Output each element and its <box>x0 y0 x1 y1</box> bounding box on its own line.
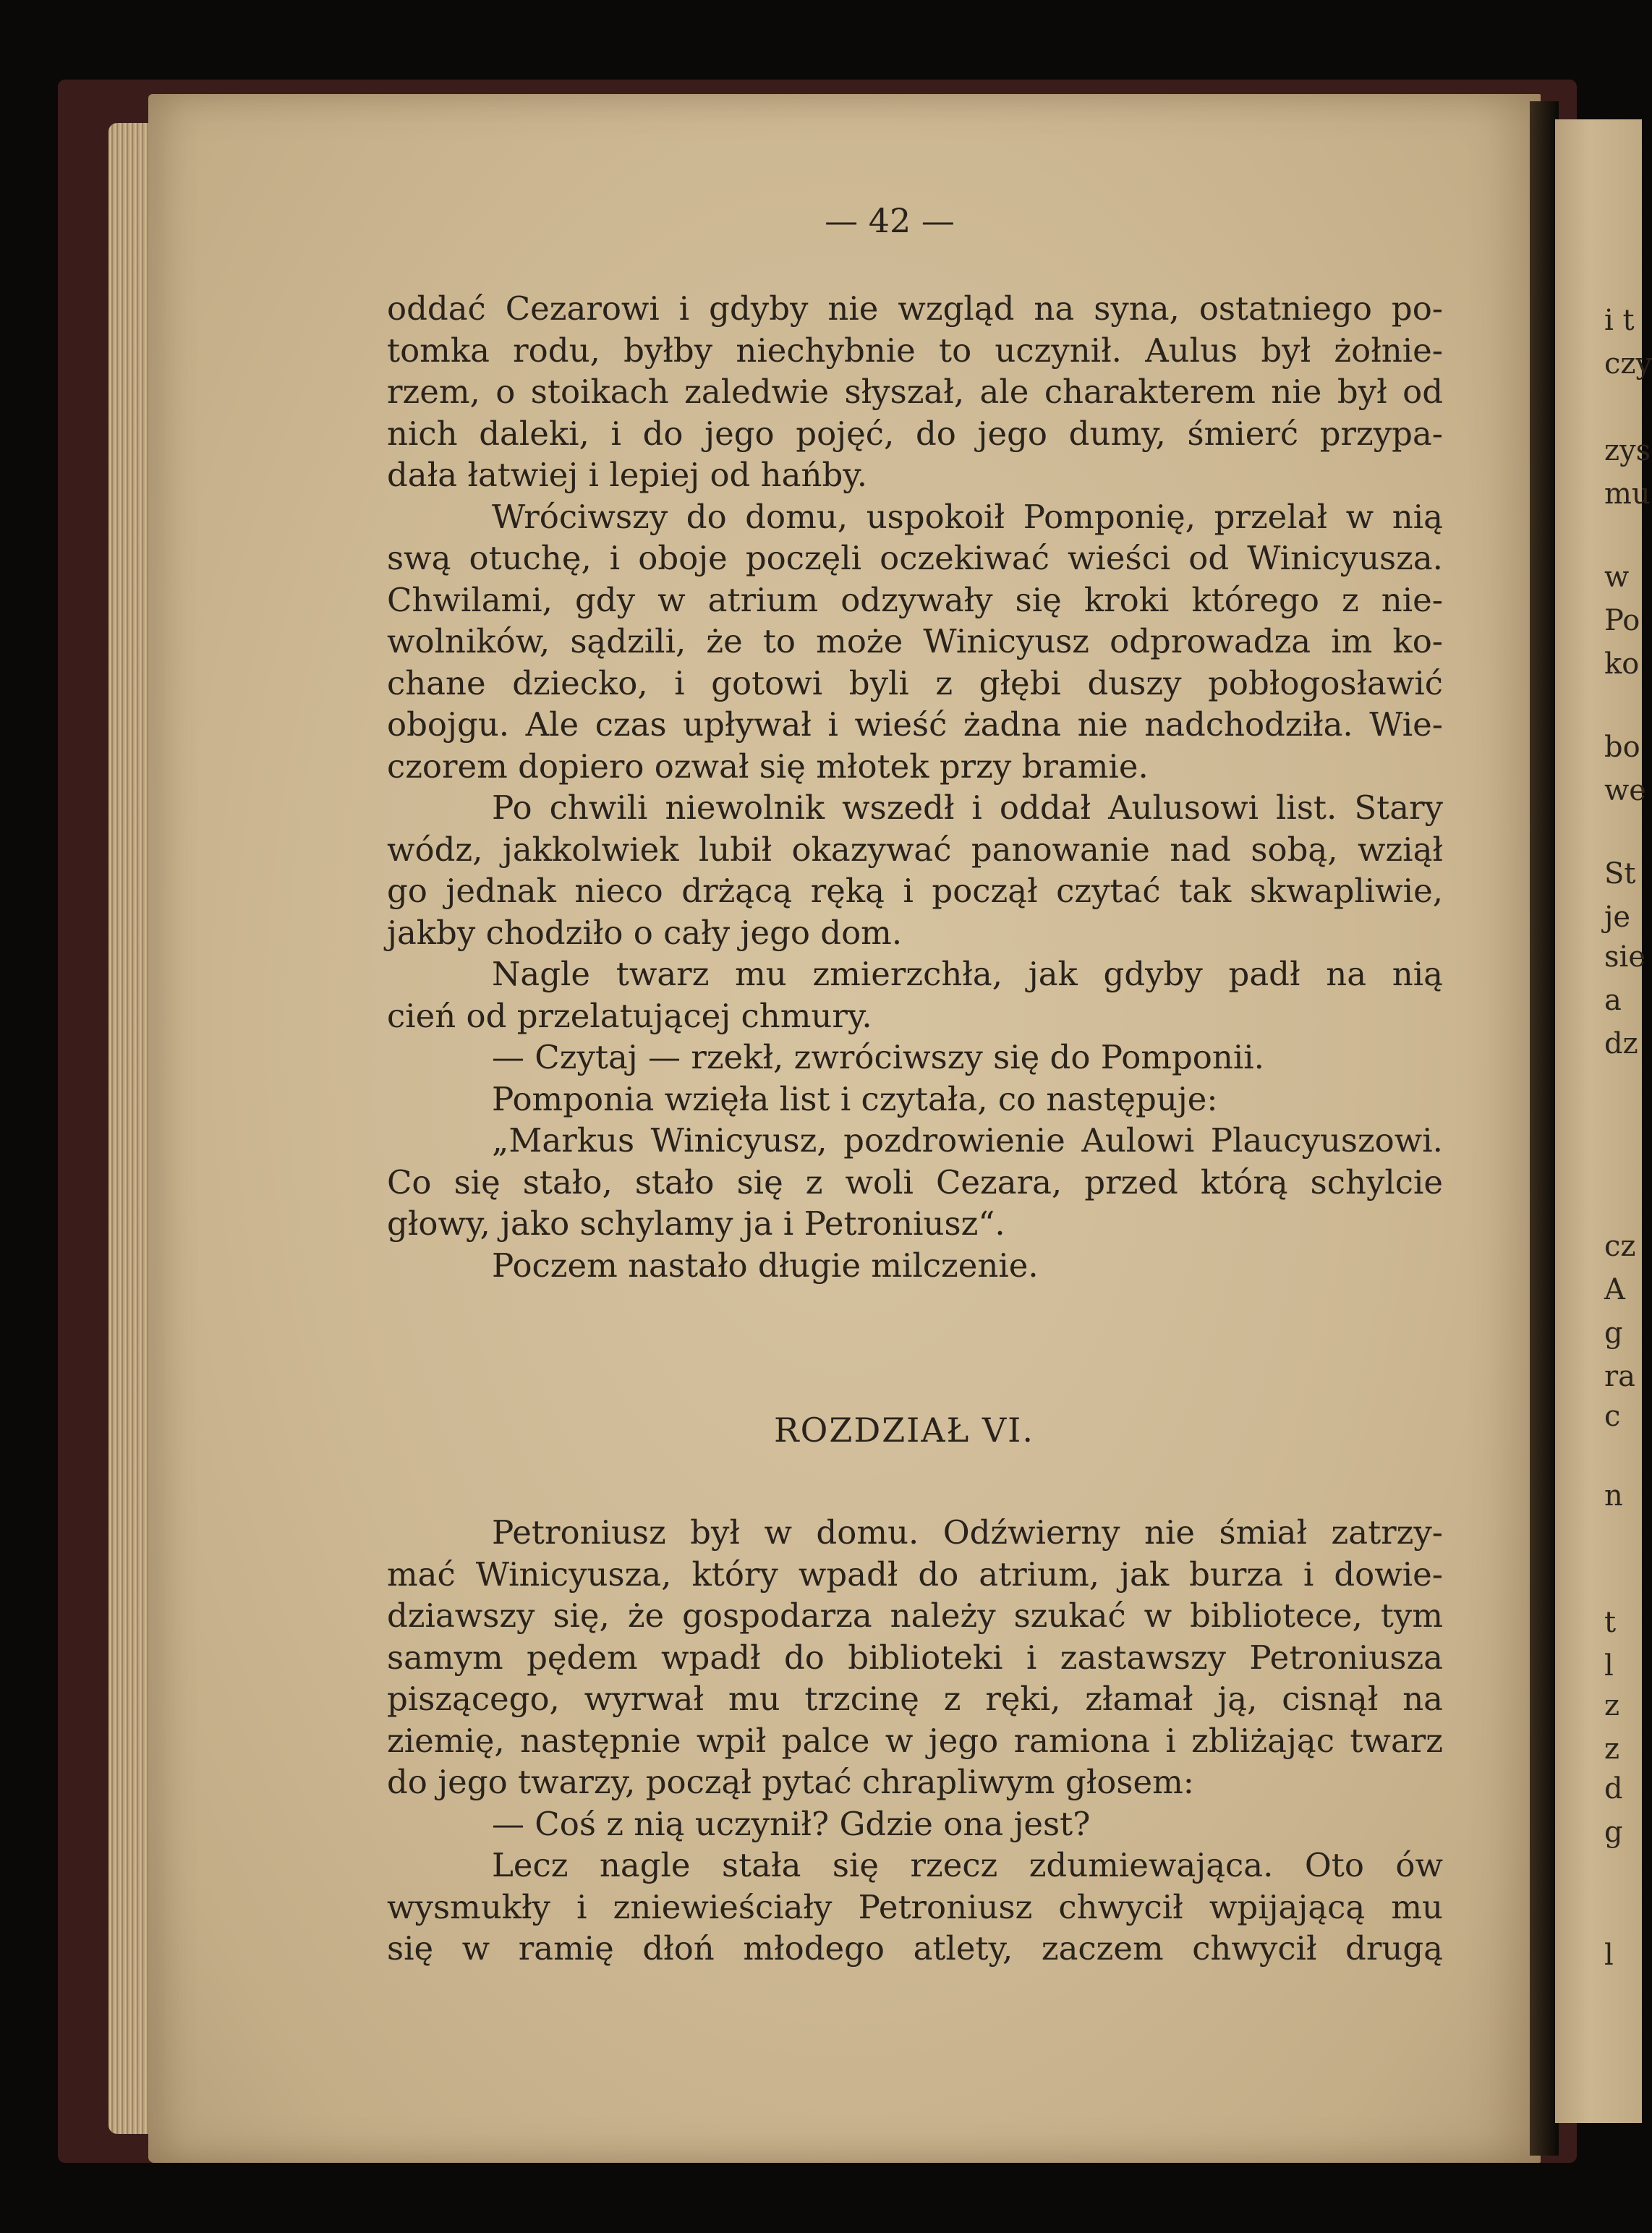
text-line: oddać Cezarowi i gdyby nie wzgląd na syna, ostatniego po- <box>387 289 1443 328</box>
next-page-fragment: z <box>1604 1732 1620 1766</box>
text-line: swą otuchę, i oboje poczęli oczekiwać wieści od Winicyusza. <box>387 539 1443 577</box>
next-page-fragment: St <box>1604 857 1636 890</box>
next-page-fragment: je <box>1604 901 1631 934</box>
text-line: wysmukły i zniewieściały Petroniusz chwycił wpijającą mu <box>387 1887 1443 1926</box>
next-page-fragment: c <box>1604 1400 1621 1433</box>
text-line: Nagle twarz mu zmierzchła, jak gdyby padł na nią <box>492 955 1443 993</box>
text-line: Lecz nagle stała się rzecz zdumiewająca. Oto ów <box>492 1846 1443 1884</box>
text-line: dała łatwiej i lepiej od hańby. <box>387 456 868 494</box>
text-line: chane dziecko, i gotowi byli z głębi duszy pobłogosławić <box>387 663 1443 702</box>
section-two-text <box>387 1512 1443 1970</box>
next-page-fragment: ko <box>1604 647 1640 681</box>
text-line: samym pędem wpadł do biblioteki i zastawszy Petroniusza <box>387 1638 1443 1677</box>
text-line: jakby chodziło o cały jego dom. <box>387 913 903 952</box>
text-line: piszącego, wyrwał mu trzcinę z ręki, złamał ją, cisnął na <box>387 1680 1443 1718</box>
next-page-fragment: mu <box>1604 477 1651 511</box>
next-page-fragment: g <box>1604 1317 1623 1350</box>
text-line: — Czytaj — rzekł, zwróciwszy się do Pomponii. <box>492 1038 1264 1076</box>
next-page-fragment: i t <box>1604 304 1635 337</box>
text-line: „Markus Winicyusz, pozdrowienie Aulowi Plaucyuszowi. <box>492 1121 1443 1160</box>
text-line: Poczem nastało długie milczenie. <box>492 1246 1039 1285</box>
next-page-fragment: Po <box>1604 604 1640 637</box>
text-line: mać Winicyusza, który wpadł do atrium, jak burza i dowie- <box>387 1554 1443 1594</box>
next-page-edge <box>1555 119 1652 2123</box>
text-line: go jednak nieco drżącą ręką i począł czytać tak skwapliwie, <box>387 872 1443 910</box>
next-page-fragment: ra <box>1604 1360 1635 1393</box>
text-line: dziawszy się, że gospodarza należy szukać w bibliotece, tym <box>387 1596 1443 1635</box>
text-line: Petroniusz był w domu. Odźwierny nie śmiał zatrzy- <box>492 1513 1443 1552</box>
next-page-fragment: a <box>1604 984 1622 1017</box>
text-line: czorem dopiero ozwał się młotek przy bramie. <box>387 747 1149 786</box>
text-line: Chwilami, gdy w atrium odzywały się kroki którego z nie- <box>387 580 1443 619</box>
next-page-fragment: sie <box>1604 940 1645 974</box>
section-one-text <box>387 288 1443 1286</box>
text-line: głowy, jako schylamy ja i Petroniusz“. <box>387 1204 1005 1243</box>
next-page-fragment: dz <box>1604 1027 1638 1060</box>
next-page-fragment: l <box>1604 1649 1614 1683</box>
text-line: rzem, o stoikach zaledwie słyszał, ale charakterem nie był od <box>387 373 1443 411</box>
next-page-fragment: z <box>1604 1689 1620 1722</box>
text-line: wolników, sądzili, że to może Winicyusz odprowadza im ko- <box>387 622 1443 660</box>
text-line: się w ramię dłoń młodego atlety, zaczem chwycił drugą <box>387 1929 1443 1968</box>
next-page-fragment: czy <box>1604 347 1652 380</box>
next-page-fragment: g <box>1604 1816 1623 1849</box>
chapter-title: ROZDZIAŁ VI. <box>774 1411 1034 1450</box>
book-gutter <box>1530 101 1559 2156</box>
text-line: ziemię, następnie wpił palce w jego ramiona i zbliżając twarz <box>387 1721 1443 1760</box>
text-line: wódz, jakkolwiek lubił okazywać panowanie nad sobą, wziął <box>387 830 1443 869</box>
text-line: — Coś z nią uczynił? Gdzie ona jest? <box>492 1804 1091 1843</box>
page-edges <box>108 123 152 2134</box>
text-line: cień od przelatującej chmury. <box>387 996 872 1035</box>
next-page-fragment: zys <box>1604 434 1651 467</box>
next-page-fragment: t <box>1604 1606 1617 1639</box>
text-line: obojgu. Ale czas upływał i wieść żadna nie nadchodziła. Wie- <box>387 705 1443 744</box>
page-number: — 42 — <box>825 201 955 240</box>
text-line: Wróciwszy do domu, uspokoił Pomponię, przelał w nią <box>492 497 1443 536</box>
next-page-fragment: A <box>1604 1273 1625 1306</box>
text-line: Pomponia wzięła list i czytała, co następuje: <box>492 1079 1218 1118</box>
next-page-fragment: w <box>1604 561 1630 594</box>
text-line: nich daleki, i do jego pojęć, do jego dumy, śmierć przypa- <box>387 414 1443 453</box>
text-line: Co się stało, stało się z woli Cezara, przed którą schylcie <box>387 1162 1443 1201</box>
next-page-fragment: n <box>1604 1479 1623 1513</box>
text-line: tomka rodu, byłby niechybnie to uczynił. Aulus był żołnie- <box>387 331 1443 370</box>
next-page-fragment: we <box>1604 774 1646 807</box>
next-page-fragment: bo <box>1604 731 1640 764</box>
text-line: do jego twarzy, począł pytać chrapliwym głosem: <box>387 1763 1194 1801</box>
next-page-fragment: cz <box>1604 1230 1636 1263</box>
next-page-fragment: d <box>1604 1772 1623 1805</box>
text-line: Po chwili niewolnik wszedł i oddał Aulusowi list. Stary <box>492 788 1443 827</box>
next-page-fragment: l <box>1604 1939 1614 1972</box>
